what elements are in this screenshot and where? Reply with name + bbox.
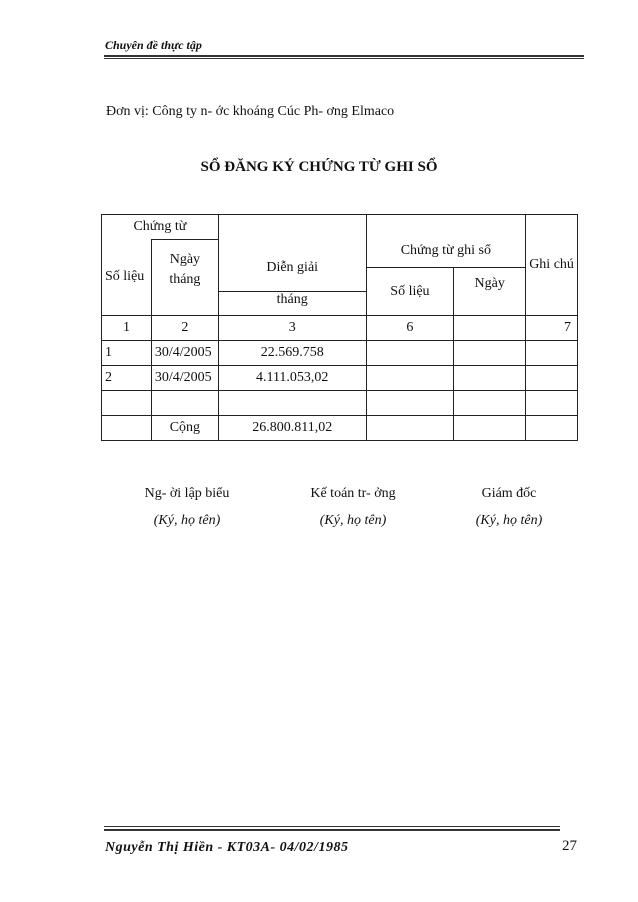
index-cell <box>454 316 526 341</box>
total-row <box>102 416 578 441</box>
signature-hint: (Ký, họ tên) <box>153 513 221 528</box>
header-ngay-2: Ngày <box>454 268 526 292</box>
document-title: SỔ ĐĂNG KÝ CHỨNG TỪ GHI SỔ <box>200 159 438 175</box>
table-row <box>102 366 578 391</box>
cell-ghi-so-so <box>366 416 454 441</box>
cell-so <box>102 416 152 441</box>
index-cell: 2 <box>151 316 218 341</box>
cell-ghi-so-ngay <box>454 366 526 391</box>
cell-dien-giai: 4.111.053,02 <box>218 366 366 391</box>
signature-role: Giám đốc <box>481 486 537 501</box>
cell-ghi-chu <box>526 366 578 391</box>
cell-so: 2 <box>102 366 152 391</box>
footer-author: Nguyễn Thị Hiền - KT03A- 04/02/1985 <box>105 840 349 855</box>
table-row <box>102 391 578 416</box>
cell-ghi-so-so <box>366 341 454 366</box>
signature-role: Ng- ời lập biểu <box>144 486 230 501</box>
cell-ghi-so-ngay <box>454 391 526 416</box>
header-chung-tu-ghi-so: Chứng từ ghi sổ <box>366 215 526 268</box>
signature-hint: (Ký, họ tên) <box>319 513 387 528</box>
cell-ngay: 30/4/2005 <box>151 341 218 366</box>
cell-so <box>102 391 152 416</box>
cell-ghi-so-ngay <box>454 416 526 441</box>
total-label: Cộng <box>151 416 218 441</box>
index-cell: 6 <box>366 316 454 341</box>
cell-ghi-chu <box>526 391 578 416</box>
header-thang: tháng <box>151 268 218 292</box>
header-thang-2: tháng <box>218 292 366 316</box>
signature-director <box>424 486 594 529</box>
index-row <box>102 316 578 341</box>
running-header: Chuyên đề thực tập <box>105 38 202 52</box>
header-thang-spacer <box>151 292 218 316</box>
unit-line: Đơn vị: Công ty n- ớc khoáng Cúc Ph- ơng Elmaco <box>106 104 395 119</box>
header-divider-thin <box>104 58 584 59</box>
footer-divider <box>104 826 560 827</box>
page-number: 27 <box>562 838 577 854</box>
header-so-lieu: Số liệu <box>102 240 152 316</box>
header-divider <box>104 55 584 57</box>
index-cell: 7 <box>526 316 578 341</box>
header-ghi-chu: Ghi chú <box>526 215 578 316</box>
total-value: 26.800.811,02 <box>218 416 366 441</box>
signature-preparer <box>102 486 272 529</box>
cell-ghi-so-so <box>366 391 454 416</box>
cell-so: 1 <box>102 341 152 366</box>
cell-ghi-so-ngay <box>454 341 526 366</box>
cell-ghi-so-so <box>366 366 454 391</box>
cell-dien-giai <box>218 391 366 416</box>
cell-ngay <box>151 391 218 416</box>
cell-ngay: 30/4/2005 <box>151 366 218 391</box>
header-ngay: Ngày <box>151 240 218 268</box>
cell-dien-giai: 22.569.758 <box>218 341 366 366</box>
index-cell: 1 <box>102 316 152 341</box>
table-row <box>102 341 578 366</box>
footer-divider-thick <box>104 829 560 831</box>
header-chung-tu: Chứng từ <box>102 215 219 240</box>
ledger-table <box>101 214 578 441</box>
signature-hint: (Ký, họ tên) <box>475 513 543 528</box>
header-dien-giai: Diễn giải <box>218 215 366 292</box>
cell-ghi-chu <box>526 416 578 441</box>
header-so-lieu-2: Số liệu <box>366 268 454 316</box>
cell-ghi-chu <box>526 341 578 366</box>
index-cell: 3 <box>218 316 366 341</box>
signature-role: Kế toán tr- ởng <box>310 486 396 501</box>
signature-chief-accountant <box>268 486 438 529</box>
